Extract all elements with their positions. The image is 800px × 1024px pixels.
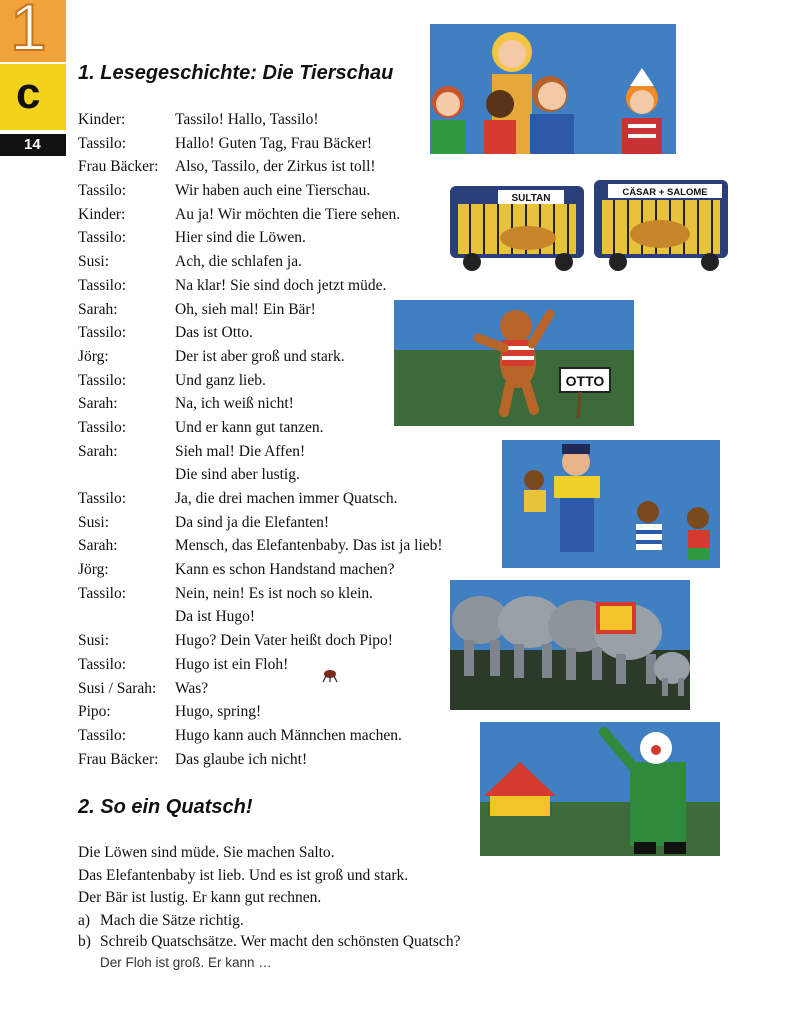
line-text: Der ist aber groß und stark. <box>175 347 345 365</box>
dialogue-line <box>78 700 508 724</box>
dialogue-line <box>78 748 508 772</box>
line-text: Das glaube ich nicht! <box>175 750 308 768</box>
line-text: Hallo! Guten Tag, Frau Bäcker! <box>175 134 373 152</box>
speaker-name: Tassilo: <box>78 418 126 436</box>
line-text: Tassilo! Hallo, Tassilo! <box>175 111 319 128</box>
speaker-name: Susi: <box>78 253 110 271</box>
line-text: Nein, nein! Es ist noch so klein. <box>175 584 374 602</box>
line-text: Wir haben auch eine Tierschau. <box>175 182 371 200</box>
speaker-name: Tassilo: <box>78 584 126 602</box>
task-marker: a) <box>78 912 91 929</box>
clown-illustration <box>480 722 720 856</box>
speaker-name: Sarah: <box>78 395 118 413</box>
line-text: Oh, sieh mal! Ein Bär! <box>175 300 316 318</box>
dialogue <box>78 108 508 771</box>
line-text: Was? <box>175 679 209 697</box>
speaker-name: Kinder: <box>78 111 126 128</box>
speaker-name: Jörg: <box>78 561 109 579</box>
speaker-name: Tassilo: <box>78 490 126 507</box>
monkeys-illustration <box>502 440 720 568</box>
task-b <box>78 931 460 952</box>
line-text: Na klar! Sie sind doch jetzt müde. <box>175 276 387 294</box>
task-a <box>78 910 460 931</box>
section-2-title: 2. So ein Quatsch! <box>78 796 253 818</box>
children-illustration <box>430 24 676 154</box>
speaker-name: Pipo: <box>78 703 111 721</box>
dialogue-line <box>78 677 508 701</box>
wagon-label-sultan: SULTAN <box>511 193 551 204</box>
speaker-name: Sarah: <box>78 300 118 318</box>
dialogue-line <box>78 487 508 511</box>
line-text: Hugo kann auch Männchen machen. <box>175 726 402 744</box>
speaker-name: Jörg: <box>78 347 109 365</box>
line-text: Und er kann gut tanzen. <box>175 418 324 436</box>
line-text: Das ist Otto. <box>175 324 253 342</box>
speaker-name: Sarah: <box>78 442 118 460</box>
speaker-name: Frau Bäcker: <box>78 158 159 176</box>
dialogue-line <box>78 653 508 677</box>
line-text: Ja, die drei machen immer Quatsch. <box>175 490 398 507</box>
page-number: 14 <box>24 136 41 153</box>
dialogue-line <box>78 179 508 203</box>
dialogue-line <box>78 203 508 227</box>
speaker-name: Susi / Sarah: <box>78 679 157 697</box>
line-text: Sieh mal! Die Affen! <box>175 442 306 460</box>
bear-illustration <box>394 300 634 426</box>
line-text: Und ganz lieb. <box>175 371 266 389</box>
line-text: Au ja! Wir möchten die Tiere sehen. <box>175 205 401 223</box>
dialogue-line <box>78 250 508 274</box>
line-text: Hugo ist ein Floh! <box>175 655 289 673</box>
wagon-label-caesar-salome: CÄSAR + SALOME <box>622 187 708 198</box>
dialogue-line <box>78 724 508 748</box>
dialogue-line <box>78 605 508 629</box>
quatsch-sentences <box>78 842 408 910</box>
task-list <box>78 910 460 973</box>
dialogue-line <box>78 463 508 487</box>
speaker-name: Tassilo: <box>78 324 126 342</box>
dialogue-line <box>78 511 508 535</box>
bear-sign-label: OTTO <box>565 373 605 389</box>
line-text: Die sind aber lustig. <box>175 466 300 484</box>
section-1-title: 1. Lesegeschichte: Die Tierschau <box>78 62 394 84</box>
line-text: Da sind ja die Elefanten! <box>175 513 330 531</box>
line-text: Kann es schon Handstand machen? <box>175 561 395 579</box>
chapter-letter-tab <box>0 64 66 130</box>
speaker-name: Kinder: <box>78 205 126 223</box>
line-text: Na, ich weiß nicht! <box>175 395 294 413</box>
task-text: Mach die Sätze richtig. <box>100 912 244 929</box>
task-marker: b) <box>78 933 91 950</box>
line-text: Da ist Hugo! <box>175 608 256 626</box>
task-text: Schreib Quatschsätze. Wer macht den schönsten Quatsch? <box>100 933 461 950</box>
speaker-name: Susi: <box>78 632 110 650</box>
example-hint: Der Floh ist groß. Er kann … <box>100 955 272 970</box>
chapter-letter: c <box>16 69 41 118</box>
dialogue-line <box>78 274 508 298</box>
line-text: Mensch, das Elefantenbaby. Das ist ja lieb! <box>175 537 443 555</box>
line-text: Hier sind die Löwen. <box>175 229 306 247</box>
lion-wagons-illustration <box>448 172 730 276</box>
speaker-name: Sarah: <box>78 537 118 555</box>
line-text: Ach, die schlafen ja. <box>175 253 302 271</box>
dialogue-line <box>78 534 508 558</box>
dialogue-line <box>78 440 508 464</box>
line-text: Hugo? Dein Vater heißt doch Pipo! <box>175 632 393 650</box>
speaker-name: Tassilo: <box>78 229 126 247</box>
page-number-tab <box>0 134 66 156</box>
line-text: Hugo, spring! <box>175 703 262 721</box>
flea-icon <box>320 664 340 684</box>
elephants-illustration <box>450 580 690 710</box>
speaker-name: Tassilo: <box>78 276 126 294</box>
dialogue-line <box>78 155 508 179</box>
sentence: Der Bär ist lustig. Er kann gut rechnen. <box>78 889 322 906</box>
dialogue-line <box>78 582 508 606</box>
line-text: Also, Tassilo, der Zirkus ist toll! <box>175 158 376 176</box>
chapter-number: 1 <box>10 0 47 64</box>
speaker-name: Susi: <box>78 513 110 531</box>
speaker-name: Tassilo: <box>78 134 126 152</box>
speaker-name: Tassilo: <box>78 655 126 673</box>
speaker-name: Tassilo: <box>78 182 126 200</box>
sentence: Die Löwen sind müde. Sie machen Salto. <box>78 844 335 861</box>
dialogue-line <box>78 629 508 653</box>
speaker-name: Tassilo: <box>78 726 126 744</box>
speaker-name: Tassilo: <box>78 371 126 389</box>
speaker-name: Frau Bäcker: <box>78 750 159 768</box>
sentence: Das Elefantenbaby ist lieb. Und es ist groß und stark. <box>78 866 409 884</box>
dialogue-line <box>78 558 508 582</box>
chapter-number-tab <box>0 0 66 62</box>
dialogue-line <box>78 226 508 250</box>
